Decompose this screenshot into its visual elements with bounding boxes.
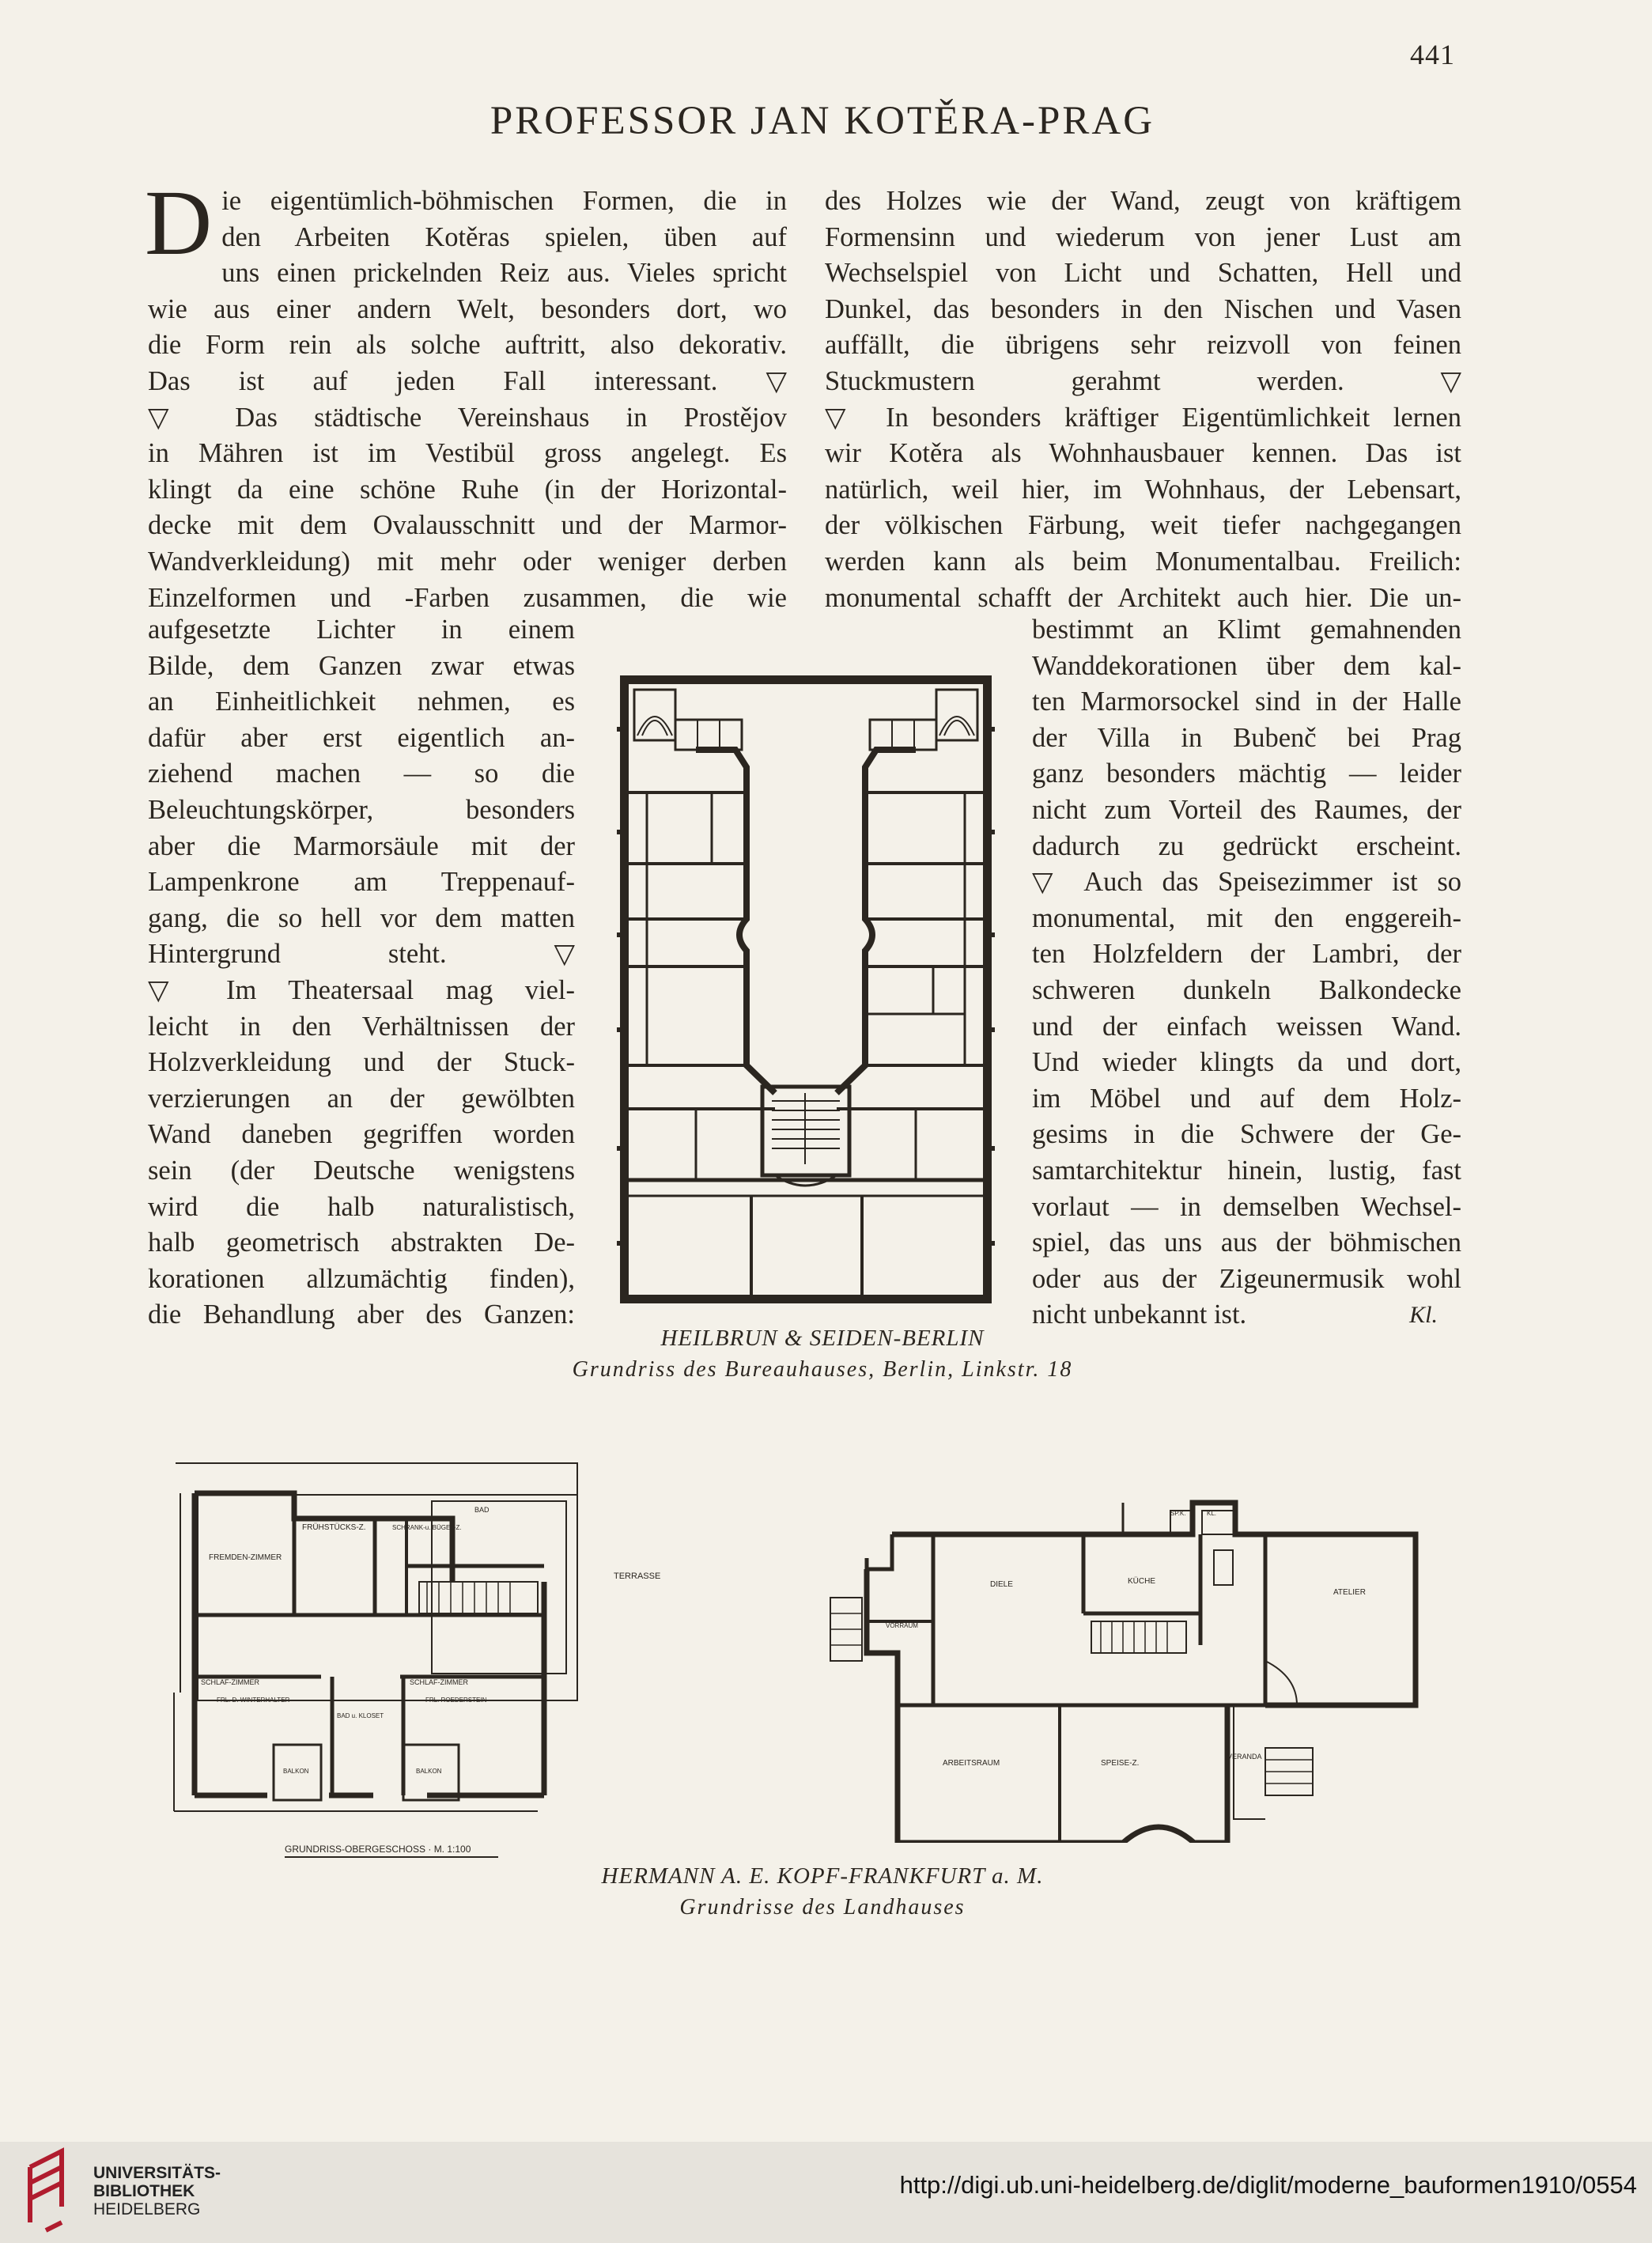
caption-title: HERMANN A. E. KOPF-FRANKFURT a. M.: [601, 1863, 1044, 1889]
room-label: TERRASSE: [614, 1572, 661, 1581]
text-line: dafür aber erst eigentlich an-: [148, 722, 575, 753]
room-label: BALKON: [416, 1768, 442, 1775]
room-label: BAD: [474, 1506, 490, 1514]
text-line: werden kann als beim Monumentalbau. Freilich:: [825, 546, 1461, 577]
text-line: ten Holzfeldern der Lambri, der: [1032, 939, 1461, 970]
text-line: wie aus einer andern Welt, besonders dort, wo: [148, 293, 787, 324]
text-line: die Form rein als solche auftritt, also dekorativ.: [148, 330, 787, 361]
text-line: Holzverkleidung und der Stuck-: [148, 1047, 575, 1078]
text-line: ▽ Auch das Speisezimmer ist so: [1032, 867, 1461, 898]
text-line: nicht unbekannt ist. Kl.: [1032, 1297, 1461, 1333]
text-line: Wanddekorationen über dem kal-: [1032, 650, 1461, 681]
text-line: wird die halb naturalistisch,: [148, 1191, 575, 1222]
text-line: an Einheitlichkeit nehmen, es: [148, 687, 575, 717]
text-line: Lampenkrone am Treppenauf-: [148, 867, 575, 898]
room-label: ATELIER: [1333, 1588, 1366, 1597]
text-line: Wechselspiel von Licht und Schatten, Hell und: [825, 258, 1461, 289]
text-line: auffällt, die übrigens sehr reizvoll von feinen: [825, 330, 1461, 361]
text-line: Dunkel, das besonders in den Nischen und Vasen: [825, 293, 1461, 324]
text-line: des Holzes wie der Wand, zeugt von kräftigem: [825, 186, 1461, 216]
caption-title: HEILBRUN & SEIDEN-BERLIN: [660, 1326, 985, 1351]
room-label: SCHRANK-u. BÜGEL-Z.: [392, 1524, 462, 1531]
text-line: Das ist auf jeden Fall interessant. ▽: [148, 365, 787, 396]
text-line: ▽ Im Theatersaal mag viel-: [148, 974, 575, 1005]
text-line: leicht in den Verhältnissen der: [148, 1011, 575, 1042]
article-column-left-top: [145, 171, 787, 616]
text-line: im Möbel und auf dem Holz-: [1032, 1083, 1461, 1114]
office-plan-caption: [490, 1322, 1155, 1386]
text-line: decke mit dem Ovalausschnitt und der Marmor-: [148, 510, 787, 541]
text-line: Beleuchtungskörper, besonders: [148, 794, 575, 825]
room-label: SP.K.: [1170, 1510, 1186, 1517]
text-line: den Arbeiten Kotěras spielen, üben auf: [221, 221, 787, 252]
library-name: [93, 2164, 221, 2218]
ground-floor-plan: [822, 1487, 1447, 1843]
room-label: FRL. D. WINTERHALTER: [217, 1696, 290, 1704]
text-line: und der einfach weissen Wand.: [1032, 1011, 1461, 1042]
text-line: ten Marmorsockel sind in der Halle: [1032, 687, 1461, 717]
room-label: BALKON: [283, 1768, 309, 1775]
caption-subtitle: Grundriss des Bureauhauses, Berlin, Linkstr. 18: [572, 1357, 1073, 1382]
room-label: KL.: [1207, 1510, 1217, 1517]
room-label: SPEISE-Z.: [1101, 1759, 1140, 1768]
text-line: oder aus der Zigeunermusik wohl: [1032, 1263, 1461, 1294]
room-label: FRL. ROEDERSTEIN: [425, 1696, 487, 1704]
text-line: korationen allzumächtig finden),: [148, 1263, 575, 1294]
text-line: ganz besonders mächtig — leider: [1032, 758, 1461, 789]
room-label: ARBEITSRAUM: [943, 1759, 1000, 1768]
text-line: die Behandlung aber des Ganzen:: [148, 1299, 575, 1330]
text-line: wir Kotěra als Wohnhausbauer kennen. Das ist: [825, 438, 1461, 469]
text-line: der völkischen Färbung, weit tiefer nachgegangen: [825, 510, 1461, 541]
room-label: FREMDEN-ZIMMER: [209, 1553, 282, 1562]
room-label: SCHLAF-ZIMMER: [410, 1678, 468, 1686]
text-line: Einzelformen und -Farben zusammen, die wie: [148, 582, 787, 613]
text-line: in Mähren ist im Vestibül gross angelegt. Es: [148, 438, 787, 469]
text-line: samtarchitektur hinein, lustig, fast: [1032, 1155, 1461, 1186]
drop-cap: D: [145, 171, 213, 274]
text-line: der Villa in Bubenč bei Prag: [1032, 722, 1461, 753]
text-line: ▽ In besonders kräftiger Eigentümlichkeit lernen: [825, 402, 1461, 433]
library-line: UNIVERSITÄTS-: [93, 2164, 221, 2182]
text-line: ie eigentümlich-böhmischen Formen, die in: [221, 186, 787, 216]
page-title: PROFESSOR JAN KOTĚRA-PRAG: [490, 99, 1155, 143]
library-logo-icon: [14, 2143, 90, 2238]
text-line: bestimmt an Klimt gemahnenden: [1032, 615, 1461, 645]
text-line: Wandverkleidung) mit mehr oder weniger derben: [148, 546, 787, 577]
text-line: aber die Marmorsäule mit der: [148, 830, 575, 861]
text-line: natürlich, weil hier, im Wohnhaus, der Lebensart,: [825, 474, 1461, 505]
text-line: ziehend machen — so die: [148, 758, 575, 789]
library-line: BIBLIOTHEK: [93, 2182, 195, 2200]
plan-title: GRUNDRISS-OBERGESCHOSS · M. 1:100: [285, 1844, 471, 1855]
source-url[interactable]: http://digi.ub.uni-heidelberg.de/diglit/moderne_bauformen1910/0554: [899, 2171, 1637, 2199]
text-line: spiel, das uns aus der böhmischen: [1032, 1227, 1461, 1258]
article-column-right-top: [825, 183, 1461, 616]
text-line: uns einen prickelnden Reiz aus. Vieles spricht: [221, 258, 787, 289]
text-line: gesims in die Schwere der Ge-: [1032, 1119, 1461, 1150]
text-line: Stuckmustern gerahmt werden. ▽: [825, 365, 1461, 396]
room-label: FRÜHSTÜCKS-Z.: [302, 1523, 366, 1532]
text-line: dadurch zu gedrückt erscheint.: [1032, 830, 1461, 861]
room-label: DIELE: [990, 1580, 1013, 1589]
text-line: halb geometrisch abstrakten De-: [148, 1227, 575, 1258]
library-line: HEIDELBERG: [93, 2200, 201, 2218]
office-floor-plan: [617, 674, 995, 1307]
house-plan-caption: [474, 1860, 1170, 1923]
text-line: schweren dunkeln Balkondecke: [1032, 974, 1461, 1005]
text-line: gang, die so hell vor dem matten: [148, 902, 575, 933]
room-label: KÜCHE: [1128, 1577, 1156, 1586]
text-line: vorlaut — in demselben Wechsel-: [1032, 1191, 1461, 1222]
text-line: nicht zum Vorteil des Raumes, der: [1032, 794, 1461, 825]
text-line: monumental, mit den enggereih-: [1032, 902, 1461, 933]
article-column-left-bottom: [148, 612, 575, 1333]
room-label: BAD u. KLOSET: [337, 1712, 384, 1719]
caption-subtitle: Grundrisse des Landhauses: [679, 1895, 966, 1920]
room-label: SCHLAF-ZIMMER: [201, 1678, 259, 1686]
text-line: monumental schafft der Architekt auch hier. Die un-: [825, 582, 1461, 613]
text-line: Hintergrund steht. ▽: [148, 939, 575, 970]
text-line: aufgesetzte Lichter in einem: [148, 615, 575, 645]
page-number: 441: [1410, 39, 1455, 70]
signature: Kl.: [1409, 1302, 1438, 1329]
text-line: Formensinn und wiederum von jener Lust am: [825, 221, 1461, 252]
room-label: VORRAUM: [886, 1622, 918, 1629]
text-line: verzierungen an der gewölbten: [148, 1083, 575, 1114]
text-line: Wand daneben gegriffen worden: [148, 1119, 575, 1150]
text-line: sein (der Deutsche wenigstens: [148, 1155, 575, 1186]
text-line: Bilde, dem Ganzen zwar etwas: [148, 650, 575, 681]
upper-floor-plan: [166, 1455, 751, 1867]
room-label: VERANDA: [1227, 1753, 1262, 1761]
text-line: Und wieder klingts da und dort,: [1032, 1047, 1461, 1078]
text-line: klingt da eine schöne Ruhe (in der Horizontal-: [148, 474, 787, 505]
text-line: ▽ Das städtische Vereinshaus in Prostějov: [148, 402, 787, 433]
article-column-right-bottom: [1032, 612, 1461, 1333]
